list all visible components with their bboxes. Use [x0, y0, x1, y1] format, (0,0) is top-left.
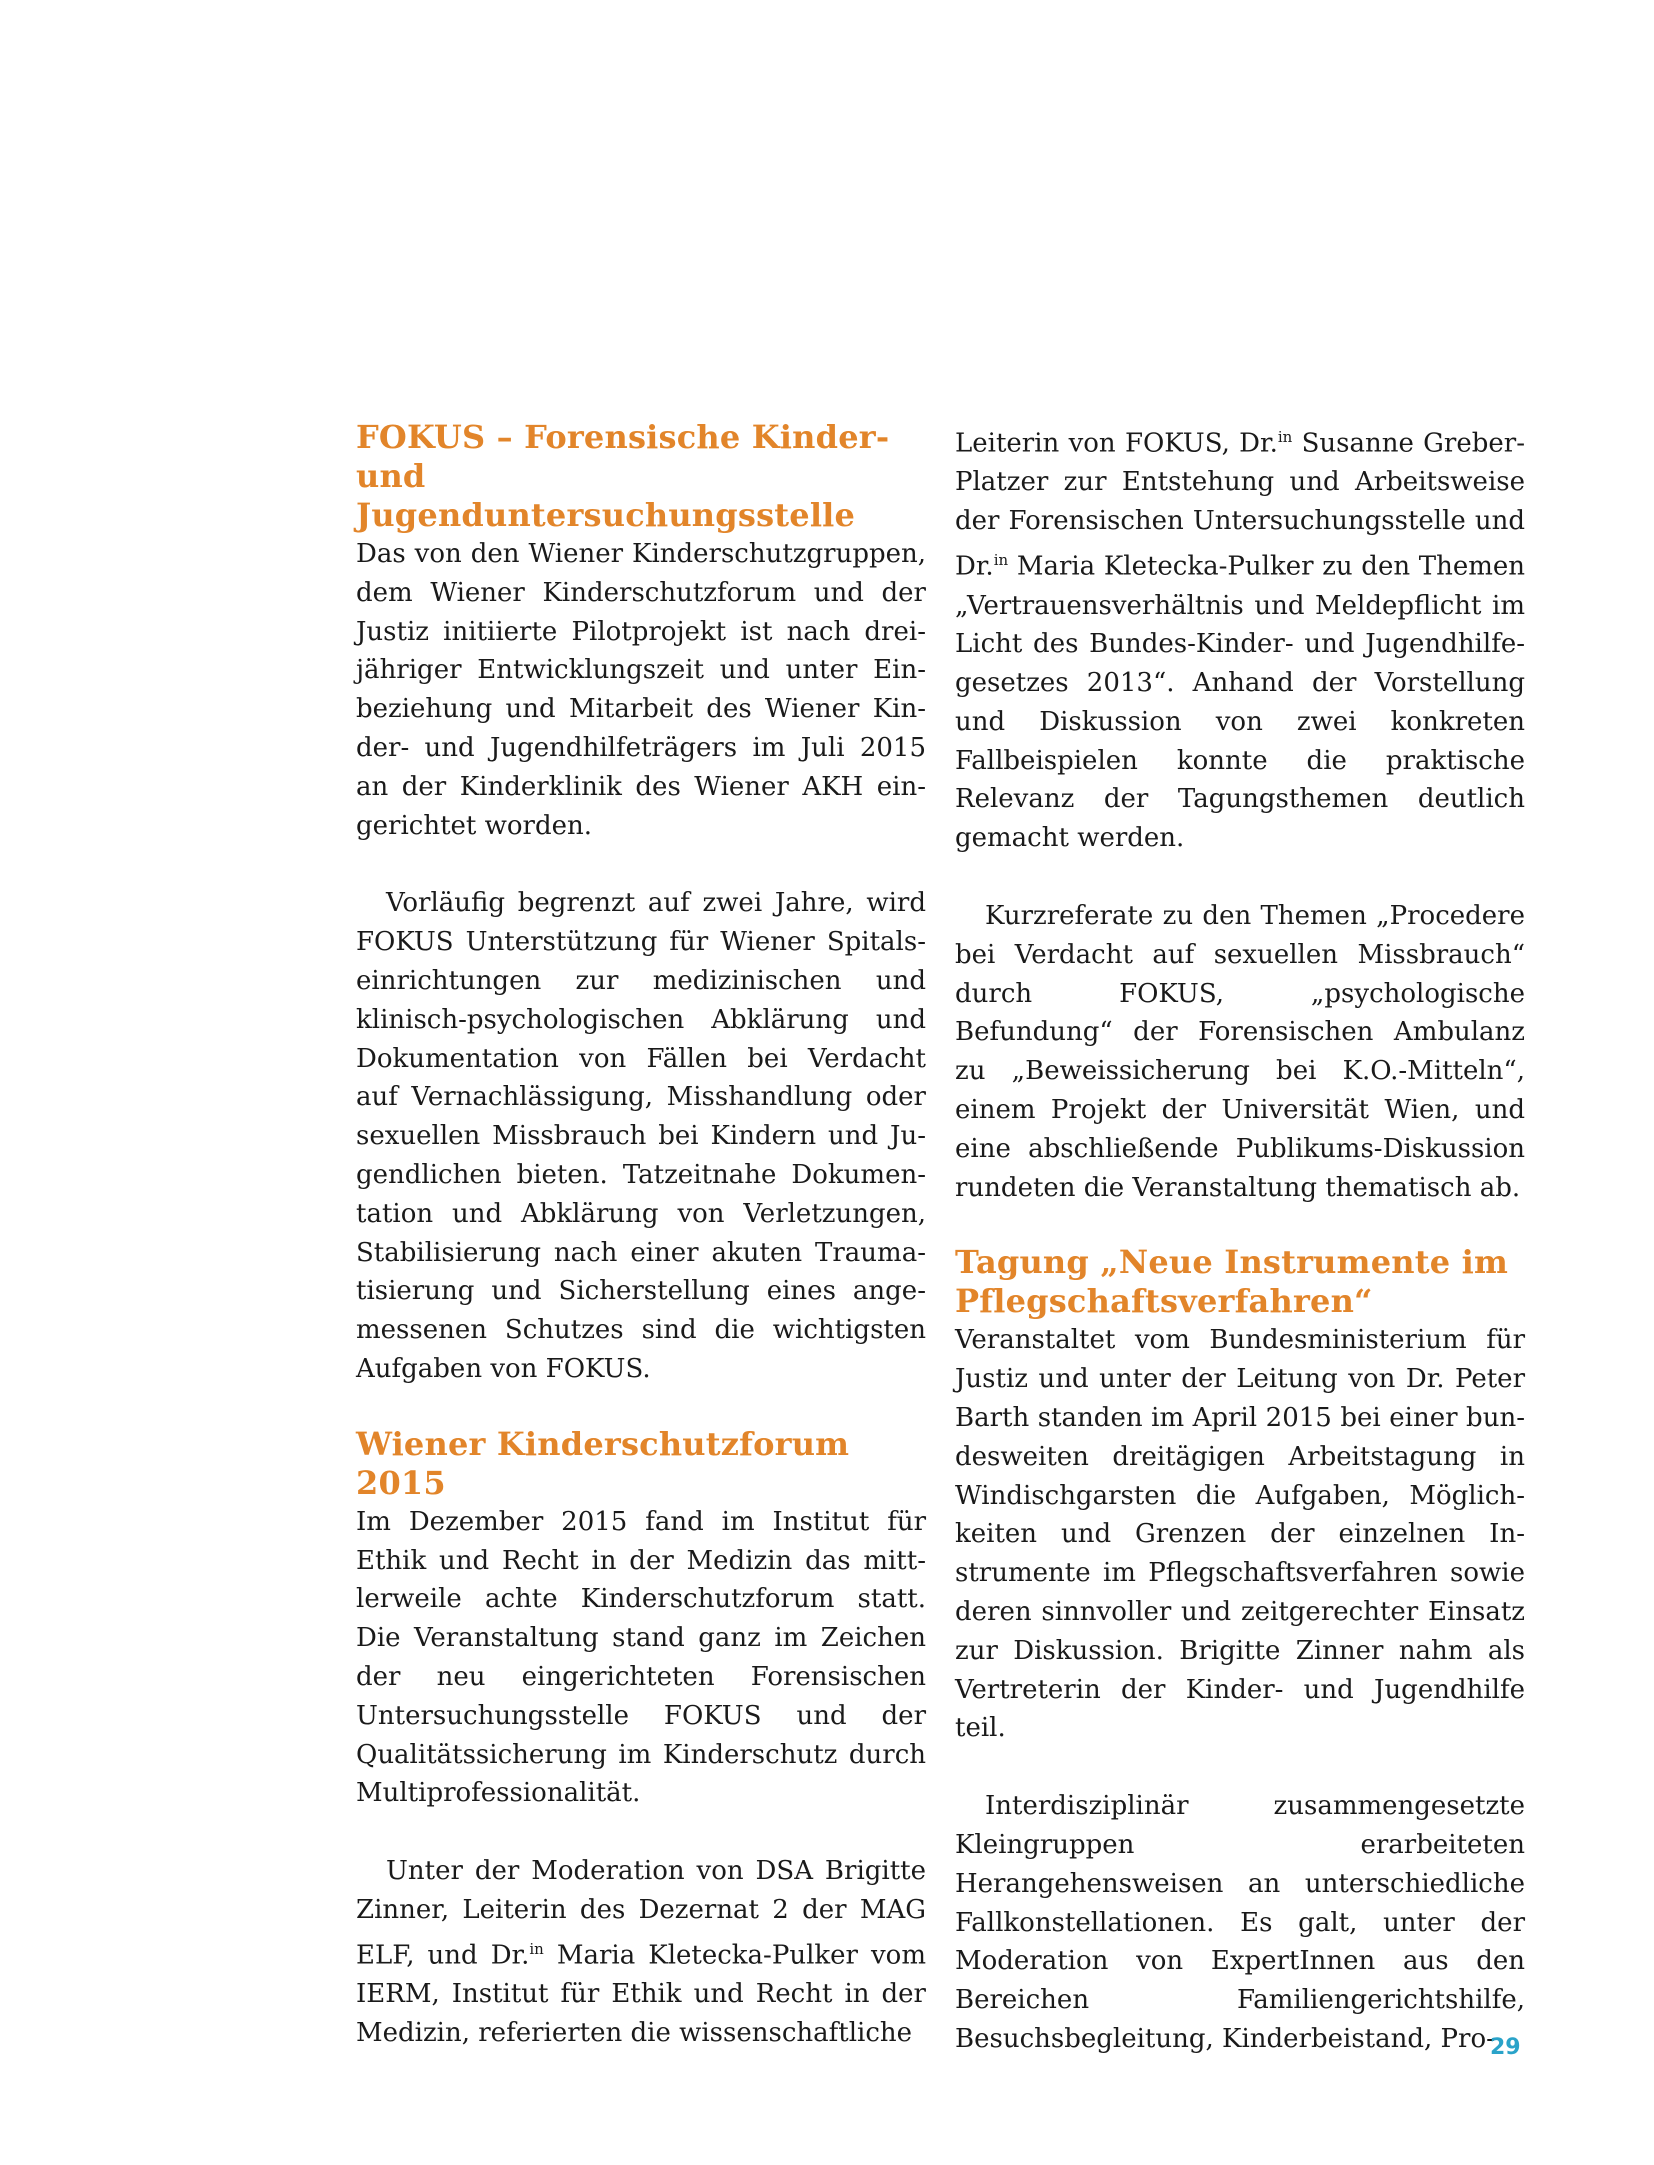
- paragraph-speakers: [955, 418, 1525, 858]
- text-part: Leiterin von FOKUS, Dr.: [955, 428, 1278, 459]
- text-part: Maria Kletecka-Pulker vom IERM, Institut für Ethik und Recht in der Medizin, referierten die wissenschaftliche: [356, 1940, 926, 2048]
- paragraph-kleingruppen: Interdisziplinär zusammengesetzte Kleingruppen erarbeiteten Herangehensweisen an unterschiedliche Fallkonstellationen. Es galt, unter der Moderation von ExpertInnen aus den Bereichen Familiengerichtshilfe, Besuchsbegleitung, Kinderbeistand, Pro-: [955, 1791, 1525, 2054]
- text-part: Maria Kletecka-Pulker zu den Themen „Vertrauensverhältnis und Meldepflicht im Licht des Bundes-Kinder- und Jugendhilfegesetzes 2013“. Anhand der Vorstellung und Diskussion von zwei konkreten Fallbeispielen konnte die praktische Relevanz der Tagungsthemen deutlich gemacht werden.: [955, 551, 1525, 854]
- superscript: in: [529, 1939, 544, 1958]
- page-number: 29: [1490, 2035, 1521, 2060]
- left-column: [356, 418, 926, 2053]
- section-title-fokus: FOKUS – Forensische Kinder- und Jugenduntersuchungsstelle: [356, 418, 890, 534]
- section-title-tagung: Tagung „Neue Instrumente im Pflegschaftsverfahren“: [955, 1243, 1509, 1321]
- superscript: in: [1277, 428, 1293, 446]
- superscript: in: [993, 551, 1009, 570]
- paragraph-fokus-tasks: Vorläufig begrenzt auf zwei Jahre, wird FOKUS Unterstützung für Wiener Spitalseinrichtungen zur medizinischen und klinisch-psychologischen Abklärung und Dokumentation von Fällen bei Verdacht auf Vernachlässigung, Misshandlung oder sexuellen Missbrauch bei Kindern und Jugendlichen bieten. Tatzeitnahe Dokumentation und Abklärung von Verletzungen, Stabilisierung nach einer akuten Traumatisierung und Sicherstellung eines angemessenen Schutzes sind die wichtigsten Aufgaben von FOKUS.: [356, 888, 926, 1384]
- paragraph-tagung: Veranstaltet vom Bundesministerium für Justiz und unter der Leitung von Dr. Peter Barth standen im April 2015 bei einer bundesweiten dreitägigen Arbeitstagung in Windischgarsten die Aufgaben, Möglichkeiten und Grenzen der einzelnen Instrumente im Pflegschaftsverfahren sowie deren sinnvoller und zeitgerechter Einsatz zur Diskussion. Brigitte Zinner nahm als Vertreterin der Kinder- und Jugendhilfe teil.: [955, 1325, 1525, 1744]
- section-title-kinderschutzforum: Wiener Kinderschutzforum 2015: [356, 1424, 850, 1502]
- paragraph-kurzreferate: Kurzreferate zu den Themen „Procedere bei Verdacht auf sexuellen Missbrauch“ durch FOKUS, „psychologische Befundung“ der Forensischen Ambulanz zu „Beweissicherung bei K.O.-Mitteln“, einem Projekt der Universität Wien, und eine abschließende Publikums-Diskussion rundeten die Veranstaltung thematisch ab.: [955, 901, 1525, 1203]
- paragraph-kinderschutzforum: Im Dezember 2015 fand im Institut für Ethik und Recht in der Medizin das mittlerweile achte Kinderschutzforum statt. Die Veranstaltung stand ganz im Zeichen der neu eingerichteten Forensischen Untersuchungsstelle FOKUS und der Qualitätssicherung im Kinderschutz durch Multiprofessionalität.: [356, 1506, 926, 1809]
- right-column: [955, 418, 1525, 2059]
- paragraph-moderation: [356, 1852, 926, 2053]
- paragraph-fokus-intro: Das von den Wiener Kinderschutzgruppen, dem Wiener Kinderschutzforum und der Justiz initiierte Pilotprojekt ist nach dreijähriger Entwicklungszeit und unter Einbeziehung und Mitarbeit des Wiener Kinder- und Jugendhilfeträgers im Juli 2015 an der Kinderklinik des Wiener AKH eingerichtet worden.: [356, 539, 926, 841]
- text-part: Susanne Greber-Platzer zur Entstehung und Arbeitsweise der Forensischen Untersuchungsstelle und Dr.: [955, 428, 1525, 582]
- text-part: Unter der Moderation von DSA Brigitte Zinner, Leiterin des Dezernat 2 der MAG ELF, und Dr.: [356, 1856, 926, 1971]
